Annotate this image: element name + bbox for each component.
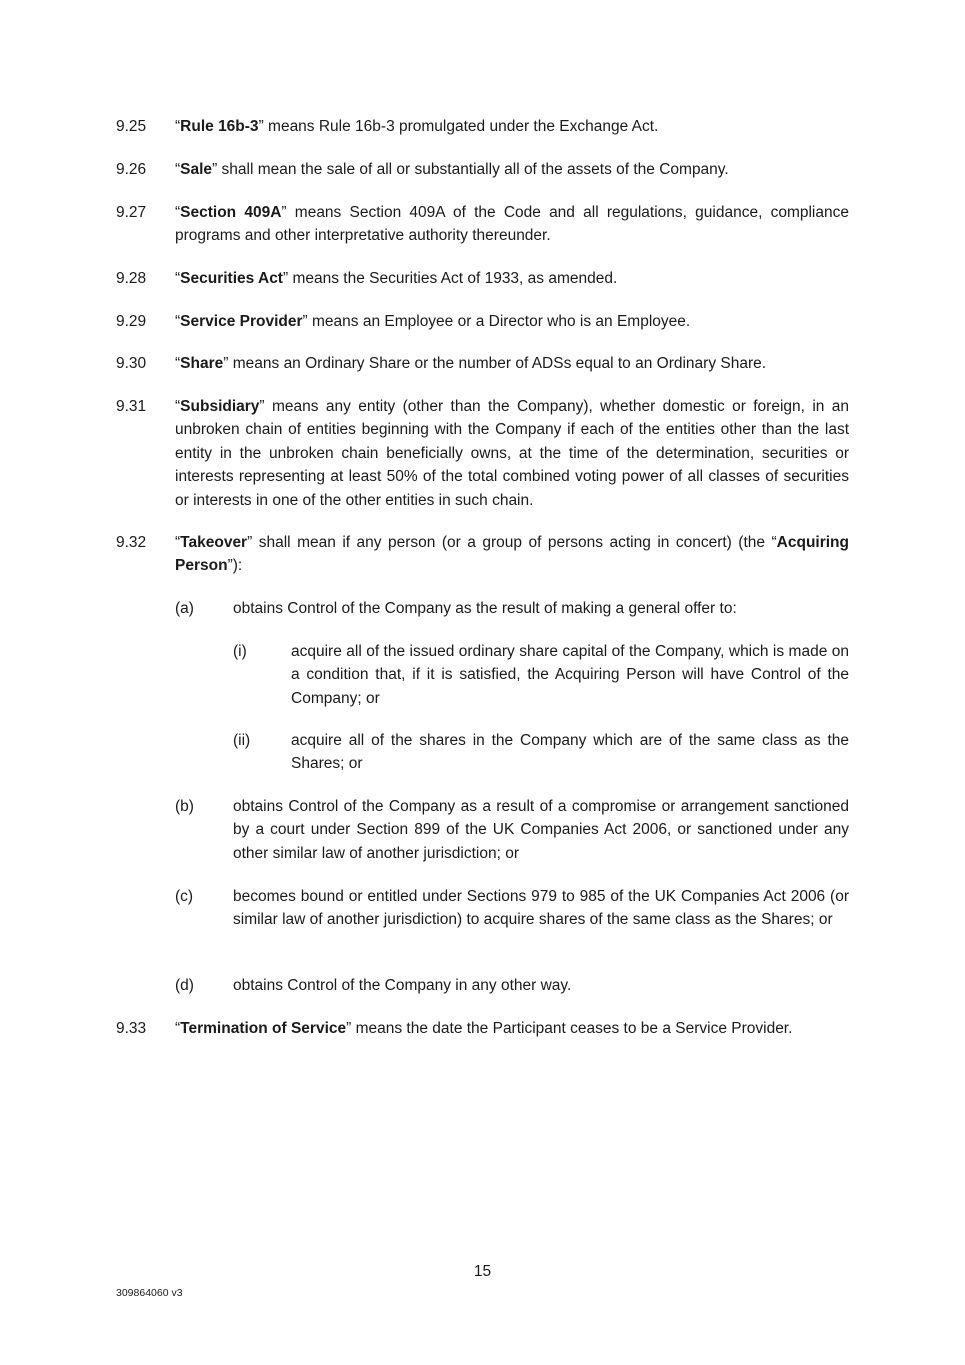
- defined-term: Section 409A: [180, 204, 282, 221]
- clause-9-26: [116, 158, 849, 181]
- takeover-item-d: [175, 974, 849, 997]
- document-reference: 309864060 v3: [116, 1287, 183, 1299]
- clause-text: “Section 409A” means Section 409A of the Code and all regulations, guidance, compliance programs and other interpretative authority thereunder.: [175, 204, 849, 245]
- clause-9-28: [116, 267, 849, 290]
- clause-text: “Share” means an Ordinary Share or the number of ADSs equal to an Ordinary Share.: [175, 355, 767, 372]
- clause-text: “Service Provider” means an Employee or a Director who is an Employee.: [175, 313, 691, 330]
- clause-text: “Subsidiary” means any entity (other than the Company), whether domestic or foreign, in an unbroken chain of entities beginning with the Company if each of the entities other than the last entity in the unbroken chain beneficially owns, at the time of the determination, securities or interests representing at least 50% of the total combined voting power of all classes of securities or interests in one of the other entities in such chain.: [175, 398, 849, 509]
- clause-number: 9.28: [116, 270, 147, 287]
- page-number: 15: [473, 1263, 492, 1280]
- item-text: becomes bound or entitled under Sections 979 to 985 of the UK Companies Act 2006 (or similar law of another jurisdiction) to acquire shares of the same class as the Shares; or: [233, 888, 849, 929]
- defined-term: Share: [180, 355, 224, 372]
- defined-term: Securities Act: [180, 270, 283, 287]
- defined-term: Acquiring Person: [175, 534, 849, 575]
- defined-term: Subsidiary: [180, 398, 260, 415]
- clause-number: 9.27: [116, 204, 147, 221]
- clause-number: 9.31: [116, 398, 147, 415]
- item-number: (i): [233, 643, 247, 660]
- defined-term: Termination of Service: [180, 1020, 347, 1037]
- clause-9-27: [116, 201, 849, 248]
- takeover-item-a: [175, 597, 849, 620]
- takeover-item-a-ii: [233, 729, 849, 776]
- clause-text: “Sale” shall mean the sale of all or substantially all of the assets of the Company.: [175, 161, 729, 178]
- clause-text: “Termination of Service” means the date the Participant ceases to be a Service Provider.: [175, 1020, 793, 1037]
- clause-9-32: [116, 531, 849, 578]
- defined-term: Rule 16b-3: [180, 118, 259, 135]
- clause-number: 9.30: [116, 355, 147, 372]
- item-number: (ii): [233, 732, 251, 749]
- takeover-item-c: [175, 885, 849, 932]
- item-number: (d): [175, 977, 194, 994]
- clause-number: 9.26: [116, 161, 147, 178]
- item-text: acquire all of the issued ordinary share capital of the Company, which is made on a condition that, if it is satisfied, the Acquiring Person will have Control of the Company; or: [291, 643, 849, 707]
- item-text: obtains Control of the Company as a result of a compromise or arrangement sanctioned by a court under Section 899 of the UK Companies Act 2006, or sanctioned under any other similar law of another jurisdiction; or: [233, 798, 849, 862]
- clause-9-33: [116, 1017, 849, 1040]
- clause-text: “Takeover” shall mean if any person (or a group of persons acting in concert) (the “Acquiring Person”):: [175, 534, 849, 575]
- item-text: obtains Control of the Company as the result of making a general offer to:: [233, 600, 737, 617]
- takeover-item-a-i: [233, 640, 849, 710]
- item-number: (b): [175, 798, 194, 815]
- item-text: obtains Control of the Company in any other way.: [233, 977, 572, 994]
- clause-number: 9.25: [116, 118, 147, 135]
- clause-number: 9.32: [116, 534, 147, 551]
- item-text: acquire all of the shares in the Company which are of the same class as the Shares; or: [291, 732, 849, 773]
- clause-9-31: [116, 395, 849, 512]
- clause-text: “Securities Act” means the Securities Act of 1933, as amended.: [175, 270, 618, 287]
- clause-text: “Rule 16b-3” means Rule 16b-3 promulgated under the Exchange Act.: [175, 118, 659, 135]
- clause-9-29: [116, 310, 849, 333]
- clause-9-30: [116, 352, 849, 375]
- takeover-item-b: [175, 795, 849, 865]
- clause-number: 9.29: [116, 313, 147, 330]
- clause-9-25: [116, 115, 849, 138]
- defined-term: Takeover: [180, 534, 248, 551]
- clause-number: 9.33: [116, 1020, 147, 1037]
- defined-term: Sale: [180, 161, 213, 178]
- item-number: (c): [175, 888, 194, 905]
- defined-term: Service Provider: [180, 313, 303, 330]
- item-number: (a): [175, 600, 194, 617]
